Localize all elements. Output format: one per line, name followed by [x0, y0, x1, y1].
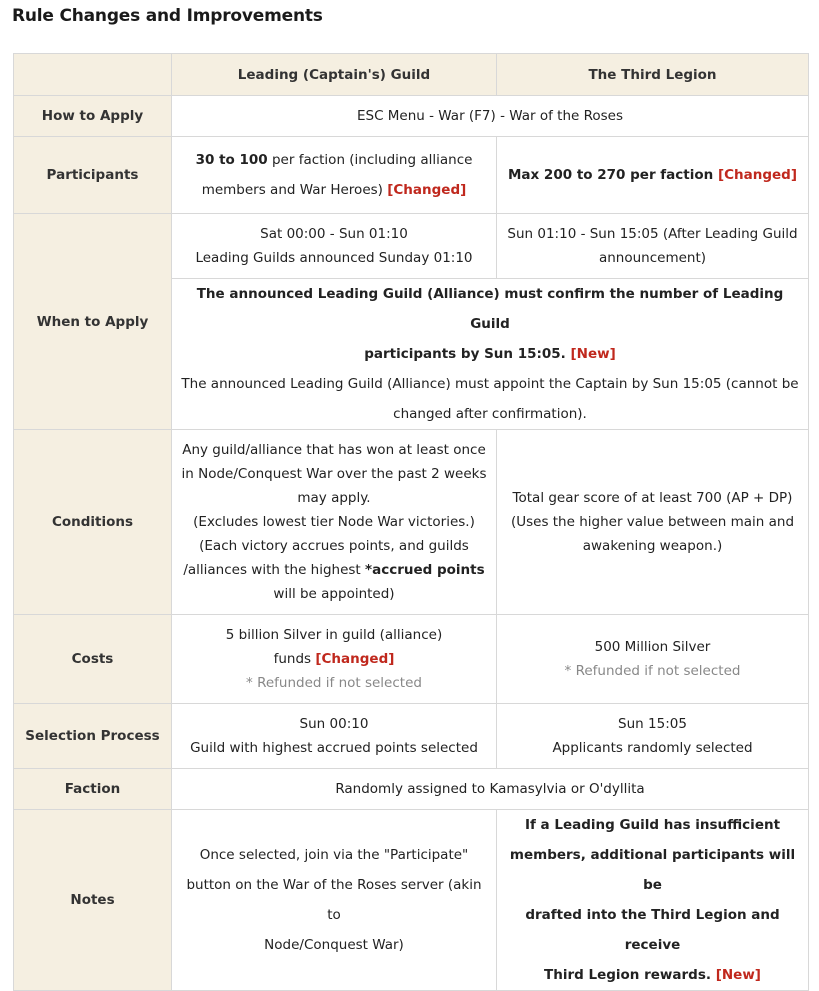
note-line: members, additional participants will be: [509, 847, 796, 893]
when-line: participants by Sun 15:05.: [364, 346, 571, 362]
page-title: Rule Changes and Improvements: [12, 6, 323, 26]
sel-line: Guild with highest accrued points selected: [190, 740, 478, 756]
row-faction: [14, 769, 809, 810]
row-label: Costs: [14, 615, 172, 704]
when-line: Sun 01:10 - Sun 15:05 (After Leading Guild: [507, 226, 798, 242]
cond-line: in Node/Conquest War over the past 2 weeks: [181, 466, 487, 482]
cost-line: 5 billion Silver in guild (alliance): [225, 627, 443, 643]
when-line: The announced Leading Guild (Alliance) must confirm the number of Leading Guild: [196, 286, 784, 332]
row-conditions: [14, 430, 809, 615]
when-line: Sat 00:00 - Sun 01:10: [260, 226, 408, 242]
sel-line: Applicants randomly selected: [552, 740, 753, 756]
refund-note: * Refunded if not selected: [246, 675, 422, 691]
costs-leading-guild: [172, 615, 497, 704]
row-when-to-apply-times: [14, 214, 809, 279]
header-blank: [14, 54, 172, 96]
changed-tag: [Changed]: [315, 651, 395, 667]
new-tag: [New]: [715, 967, 761, 983]
header-leading-guild: Leading (Captain's) Guild: [172, 54, 497, 96]
row-label: When to Apply: [14, 214, 172, 430]
when-third-legion: [497, 214, 809, 279]
row-how-to-apply: [14, 96, 809, 137]
when-leading-guild: [172, 214, 497, 279]
faction-value: Randomly assigned to Kamasylvia or O'dyllita: [172, 769, 809, 810]
row-participants: [14, 137, 809, 214]
cond-line: may apply.: [297, 490, 371, 506]
cond-line: will be appointed): [273, 586, 395, 602]
note-line: Once selected, join via the "Participate": [199, 847, 469, 863]
changed-tag: [Changed]: [387, 182, 467, 198]
rules-table: [13, 53, 809, 991]
row-label: Selection Process: [14, 704, 172, 769]
sel-line: Sun 15:05: [618, 716, 687, 732]
when-line: changed after confirmation).: [393, 406, 587, 422]
refund-note: * Refunded if not selected: [564, 663, 741, 679]
selection-third-legion: [497, 704, 809, 769]
note-line: Node/Conquest War): [264, 937, 404, 953]
cond-line: awakening weapon.): [582, 538, 723, 554]
cond-line: Any guild/alliance that has won at least once: [182, 442, 486, 458]
cond-line: (Uses the higher value between main and: [510, 514, 795, 530]
how-to-apply-value: ESC Menu - War (F7) - War of the Roses: [172, 96, 809, 137]
sel-line: Sun 00:10: [299, 716, 369, 732]
header-third-legion: The Third Legion: [497, 54, 809, 96]
conditions-leading-guild: [172, 430, 497, 615]
cond-line: Total gear score of at least 700 (AP + DP): [512, 490, 793, 506]
participants-text: per faction (including alliance members and War Heroes): [201, 152, 473, 198]
row-label: Conditions: [14, 430, 172, 615]
note-line: drafted into the Third Legion and receive: [525, 907, 780, 953]
row-notes: [14, 810, 809, 991]
changed-tag: [Changed]: [717, 167, 798, 183]
row-selection: [14, 704, 809, 769]
when-line: The announced Leading Guild (Alliance) must appoint the Captain by Sun 15:05 (cannot be: [181, 376, 799, 392]
cond-line: (Excludes lowest tier Node War victories.): [193, 514, 475, 530]
header-row: [14, 54, 809, 96]
note-line: button on the War of the Roses server (akin to: [186, 877, 482, 923]
costs-third-legion: [497, 615, 809, 704]
row-label: How to Apply: [14, 96, 172, 137]
participants-leading-guild: [172, 137, 497, 214]
notes-third-legion: [497, 810, 809, 991]
note-line: Third Legion rewards.: [544, 967, 716, 983]
row-label: Participants: [14, 137, 172, 214]
row-label: Faction: [14, 769, 172, 810]
cond-line: /alliances with the highest: [183, 562, 366, 578]
when-announcement: [172, 279, 809, 430]
participants-max: Max 200 to 270 per faction: [507, 167, 718, 183]
participants-third-legion: [497, 137, 809, 214]
notes-leading-guild: [172, 810, 497, 991]
conditions-third-legion: [497, 430, 809, 615]
cond-bold: *accrued points: [365, 562, 485, 578]
new-tag: [New]: [570, 346, 616, 362]
row-costs: [14, 615, 809, 704]
note-line: If a Leading Guild has insufficient: [524, 817, 781, 833]
cond-line: (Each victory accrues points, and guilds: [199, 538, 469, 554]
row-label: Notes: [14, 810, 172, 991]
when-line: Leading Guilds announced Sunday 01:10: [195, 250, 473, 266]
when-line: announcement): [598, 250, 707, 266]
cost-line: 500 Million Silver: [594, 639, 711, 655]
cost-line: funds: [273, 651, 316, 667]
participants-range: 30 to 100: [195, 152, 268, 168]
selection-leading-guild: [172, 704, 497, 769]
